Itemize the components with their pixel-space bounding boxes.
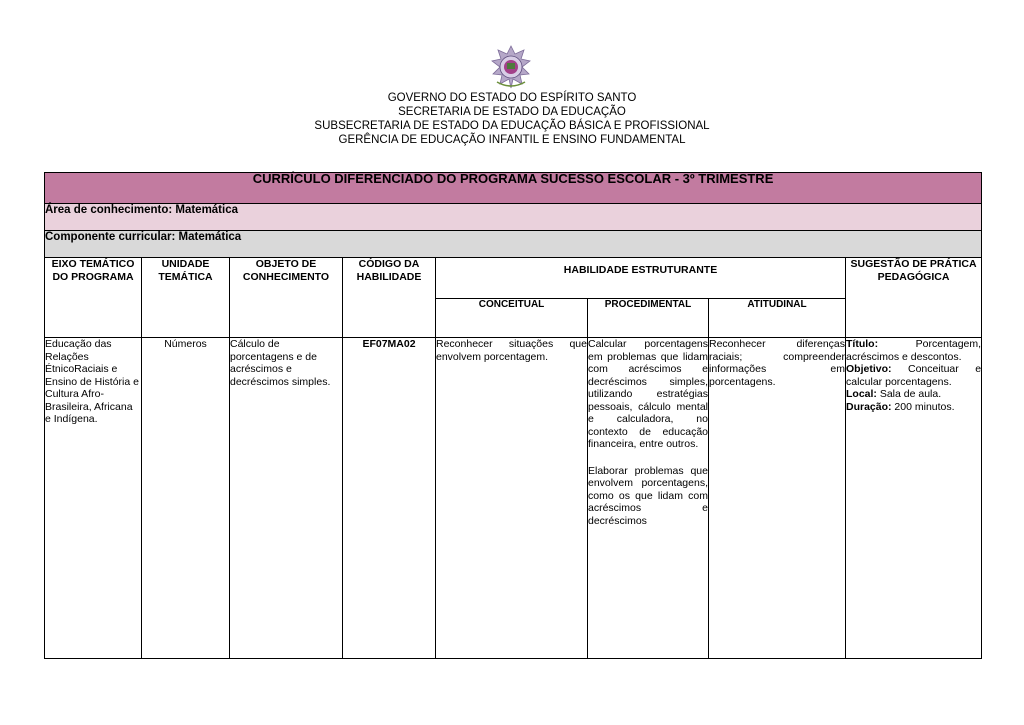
table-title: CURRÍCULO DIFERENCIADO DO PROGRAMA SUCESSO ESCOLAR - 3º TRIMESTRE bbox=[45, 173, 982, 204]
col-header-habilidade: HABILIDADE ESTRUTURANTE bbox=[436, 258, 846, 299]
cell-procedimental bbox=[588, 338, 709, 659]
col-header-eixo: EIXO TEMÁTICO DO PROGRAMA bbox=[45, 258, 142, 338]
header-line-gerencia: GERÊNCIA DE EDUCAÇÃO INFANTIL E ENSINO FUNDAMENTAL bbox=[338, 134, 686, 146]
col-header-conceitual: CONCEITUAL bbox=[436, 299, 588, 338]
cell-eixo: Educação das Relações ÉtnicoRaciais e Ensino de História e Cultura Afro-Brasileira, Africana e Indígena. bbox=[45, 338, 142, 659]
sugestao-titulo: Porcentagem, acréscimos e descontos. bbox=[846, 338, 982, 363]
procedimental-paragraph-1: Calcular porcentagens em problemas que lidam com acréscimos e decréscimos simples, utilizando estratégias pessoais, cálculo mental e calculadora, no contexto de educação financeira, entre outros. bbox=[588, 338, 708, 450]
sugestao-objetivo-label: Objetivo: bbox=[846, 363, 892, 375]
col-header-unidade: UNIDADE TEMÁTICA bbox=[142, 258, 230, 338]
col-header-atitudinal: ATITUDINAL bbox=[709, 299, 846, 338]
sugestao-duracao-label: Duração: bbox=[846, 400, 892, 413]
col-header-objeto: OBJETO DE CONHECIMENTO bbox=[230, 258, 343, 338]
header-line-secretaria: SECRETARIA DE ESTADO DA EDUCAÇÃO bbox=[398, 106, 626, 118]
government-header bbox=[0, 91, 1024, 147]
sugestao-titulo-label: Título: bbox=[846, 338, 879, 350]
sugestao-local-label: Local: bbox=[846, 388, 877, 400]
table-row bbox=[45, 338, 982, 659]
cell-objeto: Cálculo de porcentagens e de acréscimos e decréscimos simples. bbox=[230, 338, 343, 659]
header-line-subsecretaria: SUBSECRETARIA DE ESTADO DA EDUCAÇÃO BÁSICA E PROFISSIONAL bbox=[314, 120, 710, 132]
cell-atitudinal: Reconhecer diferenças raciais; compreender informações em porcentagens. bbox=[709, 338, 846, 659]
sugestao-objetivo: Conceituar e calcular porcentagens. bbox=[846, 363, 982, 388]
header-line-governo: GOVERNO DO ESTADO DO ESPÍRITO SANTO bbox=[387, 92, 637, 104]
col-header-procedimental: PROCEDIMENTAL bbox=[588, 299, 709, 338]
procedimental-paragraph-2: Elaborar problemas que envolvem porcentagens, como os que lidam com acréscimos e decréscimos bbox=[588, 464, 708, 527]
col-header-codigo: CÓDIGO DA HABILIDADE bbox=[343, 258, 436, 338]
state-coat-of-arms-icon bbox=[489, 44, 533, 90]
sugestao-local: Sala de aula. bbox=[876, 388, 942, 400]
cell-conceitual: Reconhecer situações que envolvem porcentagem. bbox=[436, 338, 588, 659]
componente-curricular: Componente curricular: Matemática bbox=[45, 231, 982, 258]
area-conhecimento: Área de conhecimento: Matemática bbox=[45, 204, 982, 231]
col-header-sugestao: SUGESTÃO DE PRÁTICA PEDAGÓGICA bbox=[846, 258, 982, 338]
cell-sugestao bbox=[846, 338, 982, 659]
cell-codigo: EF07MA02 bbox=[343, 338, 436, 659]
curriculum-table bbox=[44, 172, 982, 659]
cell-unidade: Números bbox=[142, 338, 230, 659]
sugestao-duracao: 200 minutos. bbox=[891, 400, 955, 413]
